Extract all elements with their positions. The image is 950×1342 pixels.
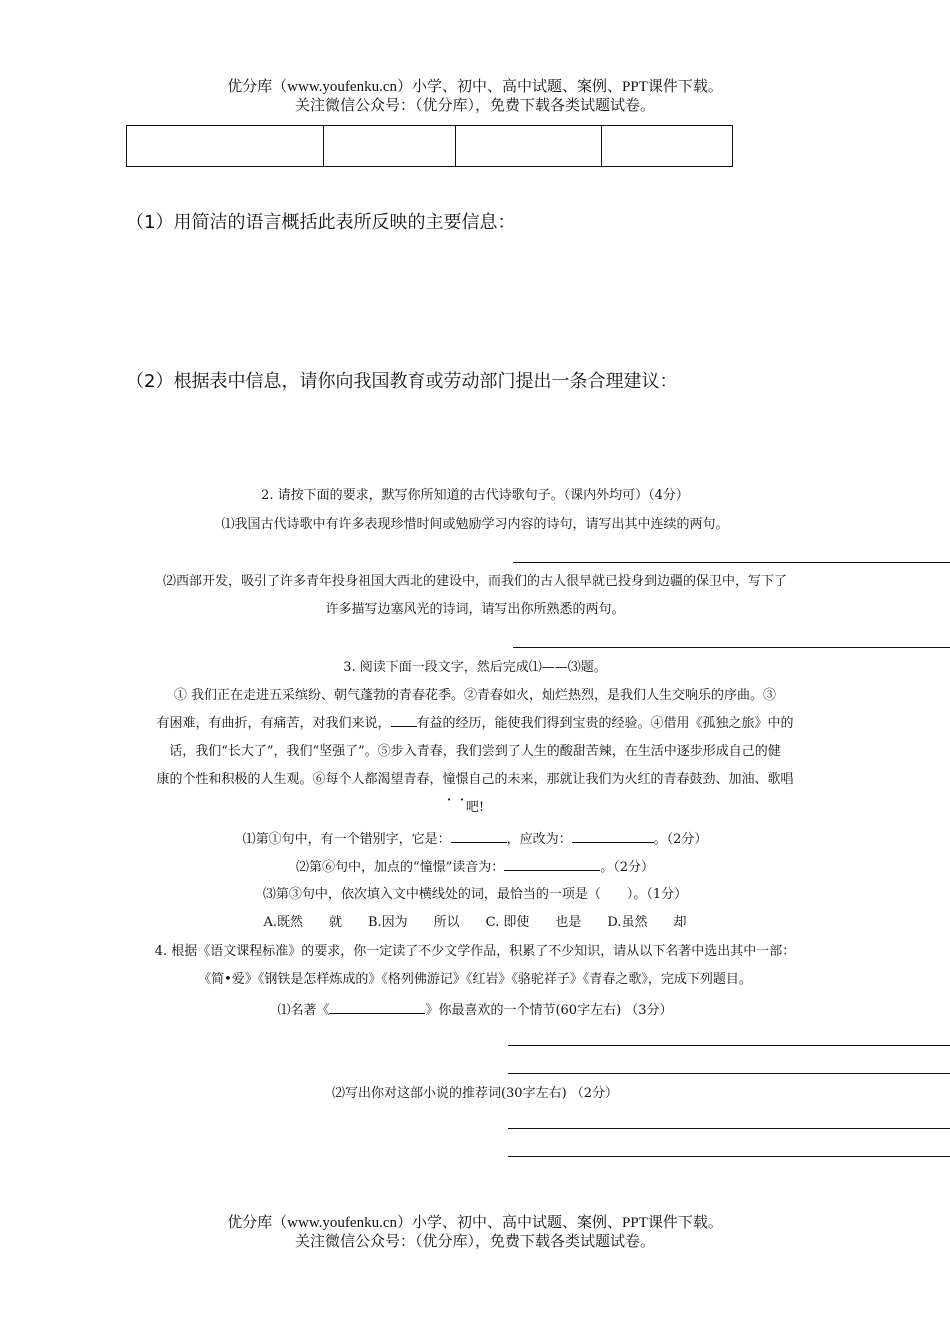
header-line-1: 优分库（www.youfenku.cn）小学、初中、高中试题、案例、PPT课件下载。 xyxy=(227,79,723,95)
q3-sub1 xyxy=(0,828,950,850)
q2-item2-a: ⑵西部开发，吸引了许多青年投身祖国大西北的建设中，而我们的古人很早就已投身到边疆的保卫中，写下了 xyxy=(162,574,787,589)
q3-para-text: 自己的未来，那就让我们为火红的青春鼓劲、加油、歌唱 xyxy=(468,772,794,787)
q4-sub1 xyxy=(0,999,950,1021)
data-table xyxy=(126,125,733,167)
q3-para-text: 有困难，有曲折，有痛苦，对我们来说， xyxy=(156,716,391,731)
fill-blank[interactable] xyxy=(329,999,425,1014)
fill-blank[interactable] xyxy=(504,856,600,871)
q3-para-line-1: ① 我们正在走进五采缤纷、朝气蓬勃的青春花季。②青春如火，灿烂热烈，是我们人生交响乐的序曲。③ xyxy=(173,688,777,703)
table-cell xyxy=(456,126,602,167)
q3-sub1-text: ，应改为： xyxy=(506,832,572,847)
footer-line-2: 关注微信公众号：（优分库），免费下载各类试题试卷。 xyxy=(294,1234,655,1250)
q3-para-text: 康的个性和积极的人生观。⑥每个人都渴望青春， xyxy=(156,772,443,787)
q4-sub2: ⑵写出你对这部小说的推荐词(30字左右) （2分） xyxy=(331,1086,619,1101)
answer-line xyxy=(508,1073,950,1074)
answer-line xyxy=(508,1156,950,1157)
q1-sub2: （2）根据表中信息，请你向我国教育或劳动部门提出一条合理建议： xyxy=(126,371,678,392)
q3-sub1-text: ⑴第①句中，有一个错别字，它是： xyxy=(242,832,451,847)
q3-title: 3. 阅读下面一段文字，然后完成⑴——⑶题。 xyxy=(343,660,607,675)
answer-line xyxy=(508,1128,950,1129)
q2-item2-b: 许多描写边塞风光的诗词，请写出你所熟悉的两句。 xyxy=(325,602,625,617)
footer-line-1: 优分库（www.youfenku.cn）小学、初中、高中试题、案例、PPT课件下载。 xyxy=(227,1215,723,1231)
answer-line xyxy=(513,562,950,563)
q4-books: 《简•爱》《钢铁是怎样炼成的》《格列佛游记》《红岩》《骆驼祥子》《青春之歌》，完成下列题目。 xyxy=(198,972,752,987)
q2-item1: ⑴我国古代诗歌中有许多表现珍惜时间或勉励学习内容的诗句，请写出其中连续的两句。 xyxy=(221,517,729,532)
answer-line xyxy=(508,1045,950,1046)
q3-para-line-2 xyxy=(0,710,950,738)
q4-title: 4. 根据《语文课程标准》的要求，你一定读了不少文学作品，积累了不少知识，请从以下名著中选出其中一部： xyxy=(154,944,796,959)
q2-title: 2. 请按下面的要求，默写你所知道的古代诗歌句子。（课内外均可）（4分） xyxy=(261,488,689,503)
q3-sub2-text: 。（2分） xyxy=(600,860,655,875)
q3-para-line-3: 话，我们“长大了”，我们“坚强了”。⑤步入青春，我们尝到了人生的酸甜苦辣，在生活中逐步形成自己的健 xyxy=(169,744,781,759)
dotted-char: 憧 xyxy=(442,772,456,787)
table-cell xyxy=(127,126,324,167)
q3-para-text: 有益的经历，能使我们得到宝贵的经验。④借用《孤独之旅》中的 xyxy=(416,716,794,731)
table-cell xyxy=(602,126,733,167)
q1-sub1: （1）用简洁的语言概括此表所反映的主要信息： xyxy=(126,212,516,233)
fill-blank[interactable] xyxy=(572,828,654,843)
header-line-2: 关注微信公众号：（优分库），免费下载各类试题试卷。 xyxy=(294,98,655,114)
q4-sub1-text: ⑴名著《 xyxy=(277,1003,330,1018)
q3-para-line-5: 吧! xyxy=(465,800,485,815)
q3-sub2-text: ⑵第⑥句中，加点的“憧憬”读音为： xyxy=(295,860,505,875)
q3-sub1-text: 。（2分） xyxy=(653,832,708,847)
table-cell xyxy=(324,126,456,167)
fill-blank[interactable] xyxy=(391,712,417,727)
dotted-char: 憬 xyxy=(455,772,469,787)
answer-line xyxy=(513,647,950,648)
q3-para-line-4 xyxy=(0,766,950,794)
q3-sub3: ⑶第③句中，依次填入文中横线处的词，最恰当的一项是（ ）。（1分） xyxy=(262,887,688,902)
q3-options: A.既然 就 B.因为 所以 C. 即使 也是 D.虽然 却 xyxy=(263,915,687,930)
fill-blank[interactable] xyxy=(451,828,507,843)
q4-sub1-text: 》你最喜欢的一个情节(60字左右) （3分） xyxy=(425,1003,673,1018)
q3-sub2 xyxy=(0,856,950,878)
